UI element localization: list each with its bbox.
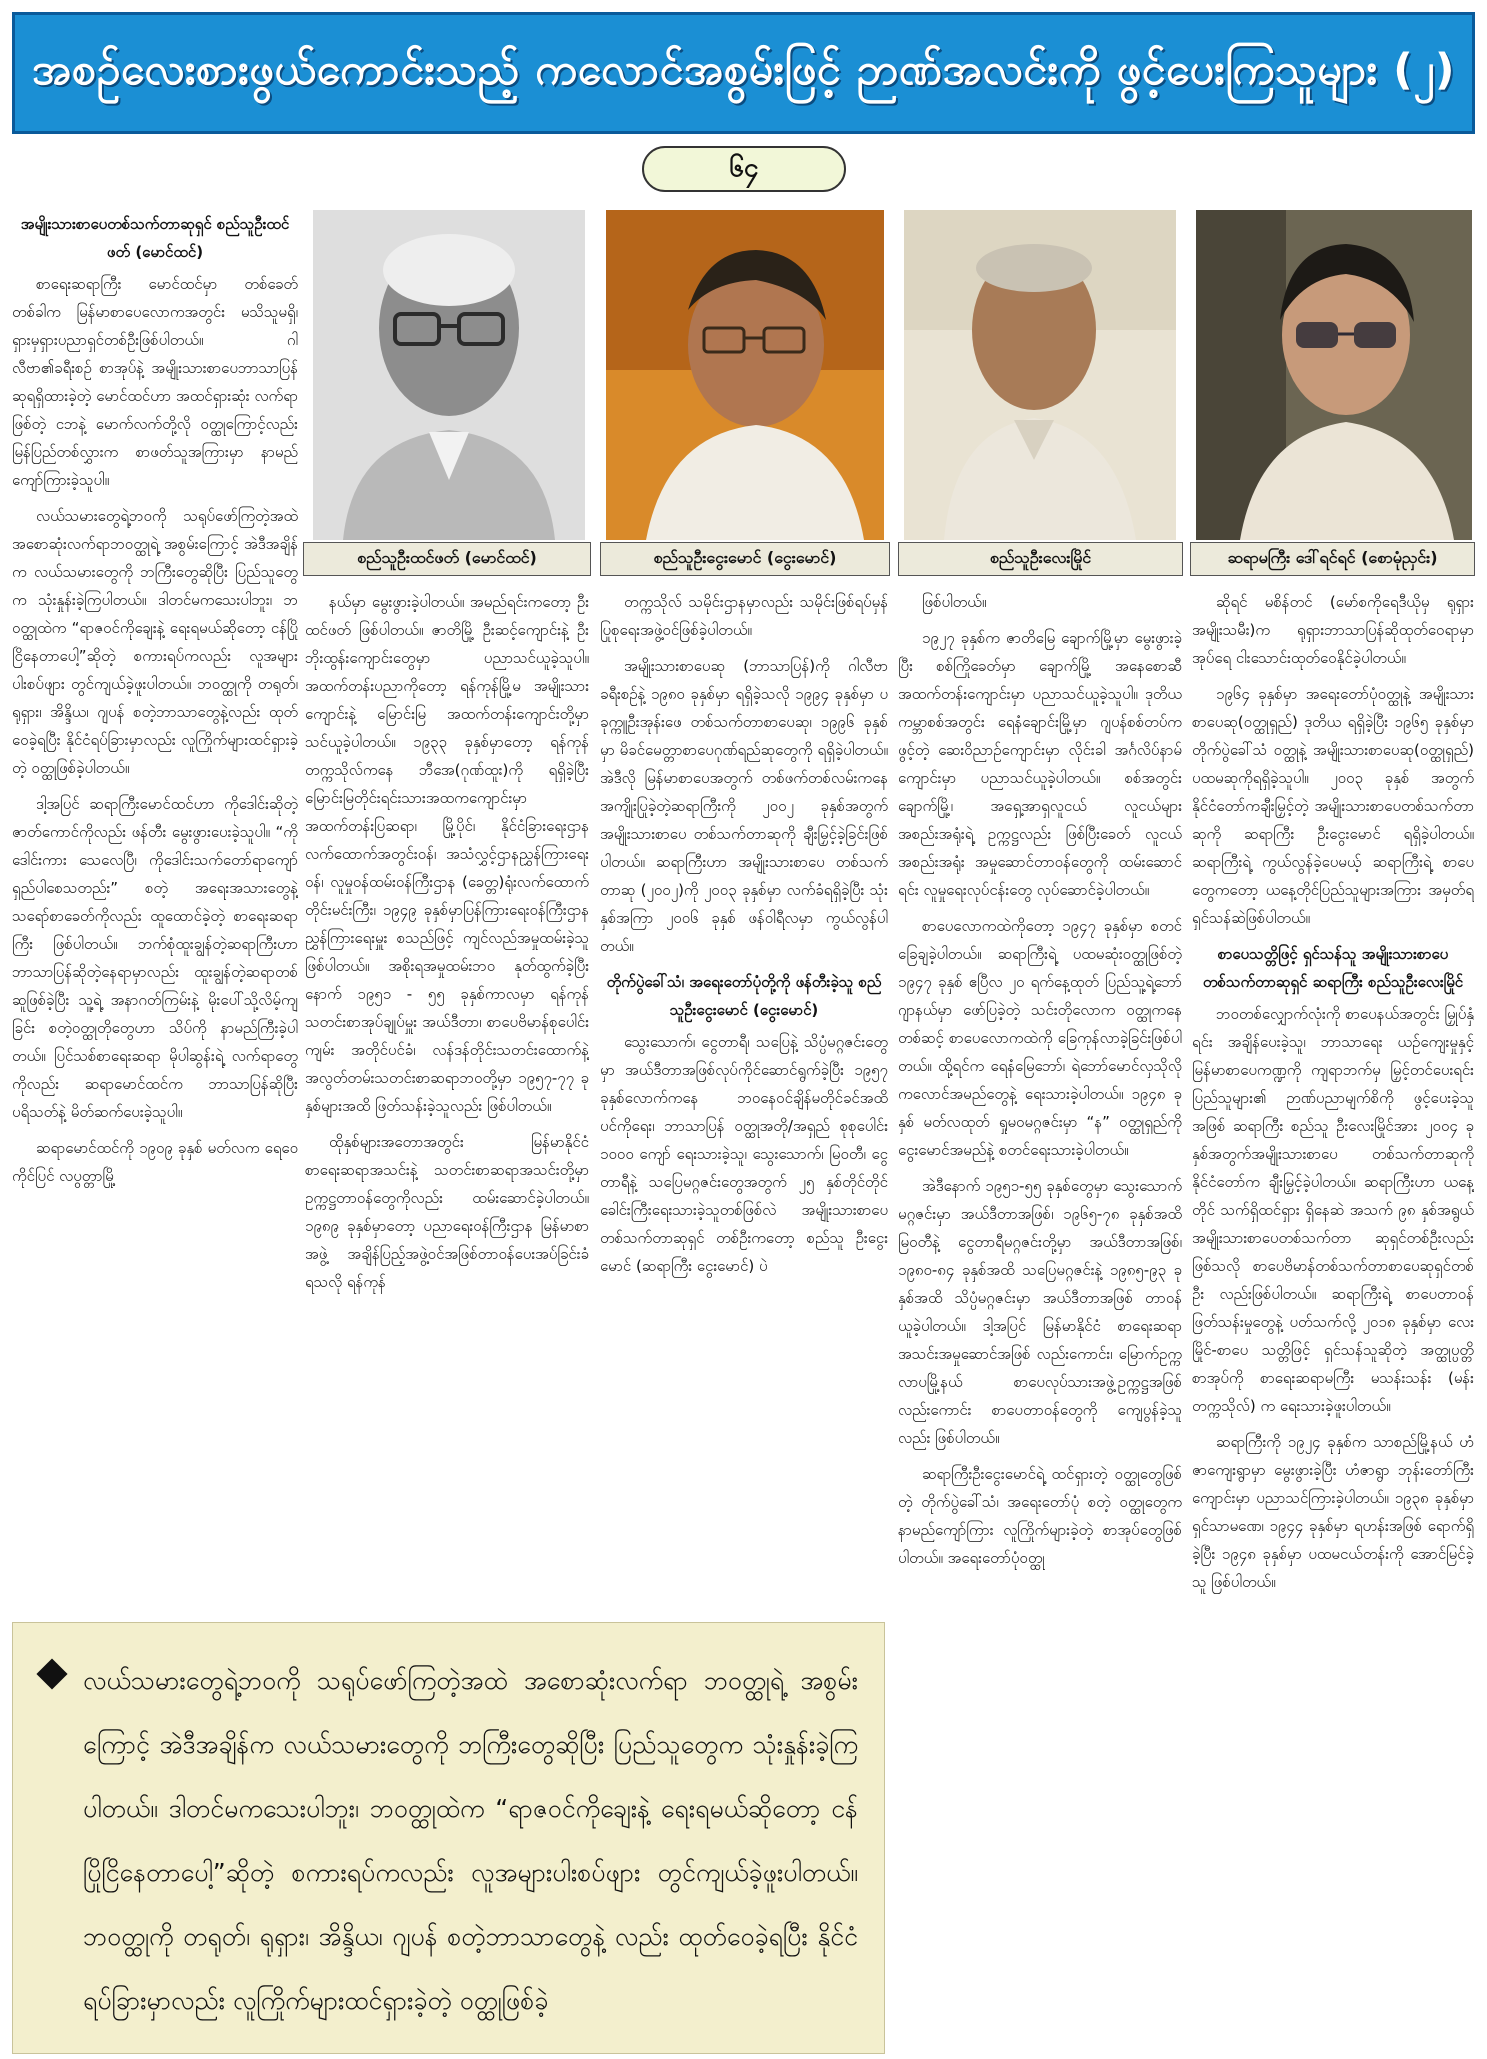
portrait-photo-maung-htin [313, 210, 585, 540]
paragraph: ၁၉၂၇ ခုနှစ်က ဇာတိမြေ ချောက်မြို့မှာ မွေးဖွားခဲ့ပြီး စစ်ကြိုခေတ်မှာ ချောက်မြို့ အနေစောဆီအထက်တန်းကျောင်းမှာ ပညာသင်ယူခဲ့သူပါ။ ဒုတိယကမ္ဘာစစ်အတွင်း ရေနံချောင်းမြို့မှာ ဂျပန်စစ်တပ်ကဖွင့်တဲ့ ဆေးဝိညာဉ်ကျောင်းမှာ လိုင်းခါ အင်္ဂလိပ်နာမ်ကျောင်းမှာ ပညာသင်ယူခဲ့ပါတယ်။ စစ်အတွင်း ချောက်မြို့၊ အရှေ့အာရှလူငယ် လူငယ်များအစည်းအရုံးရဲ့ ဥက္ကဋ္ဌလည်း ဖြစ်ပြီးခေတ် လူငယ်အစည်းအရုံး အမှုဆောင်တာဝန်တွေကို ထမ်းဆောင်ရင်း လူမှုရေးလုပ်ငန်းတွေ လုပ်ဆောင်ခဲ့ပါတယ်။ [898, 629, 1182, 899]
photo-caption: စည်သူဦးငွေးမောင် (ငွေးမောင်) [600, 542, 890, 576]
photo-caption: ဆရာမကြီး ဒေါ်ရင်ရင် (စောမုံညှင်း) [1190, 542, 1475, 576]
paragraph: ဘဝတစ်လျှောက်လုံးကို စာပေနယ်အတွင်း မြှုပ်နှံရင်း အချိန်ပေးခဲ့သူ၊ ဘာသာရေး ယဉ်ကျေးမှုနှင့် မြန်မာစာပေကဏ္ဍကို ကျရာဘက်မှ မြှင့်တင်ပေးရင်း ပြည်သူများ၏ ဉာဏ်ပညာမျက်စိကို ဖွင့်ပေးခဲ့သူအဖြစ် ဆရာကြီး စည်သူ ဦးလေးမြိုင်အား ၂၀၀၄ ခုနှစ်အတွက်အမျိုးသားစာပေ တစ်သက်တာဆုကို နိုင်ငံတော်က ချီးမြှင့်ခဲ့ပါတယ်။ ဆရာကြီးဟာ ယနေ့တိုင် သက်ရှိထင်ရှား ရှိနေဆဲ အသက် ၉၈ နှစ်အရွယ် အမျိုးသားစာပေတစ်သက်တာ ဆုရှင်တစ်ဦးလည်းဖြစ်သလို စာပေဗိမာန်တစ်သက်တာစာပေဆုရှင်တစ်ဦး လည်းဖြစ်ပါတယ်။ ဆရာကြီးရဲ့ စာပေတာဝန်ဖြတ်သန်းမှုတွေနဲ့ ပတ်သက်လို့ ၂၀၁၈ ခုနှစ်မှာ လေးမြိုင်-စာပေ သတ္တိဖြင့် ရှင်သန်သူဆိုတဲ့ အတ္ထုပ္ပတ္တိစာအုပ်ကို စာရေးဆရာမကြီး မသန်းသန်း (မန်း တက္ကသိုလ်) က ရေးသားခဲ့ဖူးပါတယ်။ [1192, 1005, 1474, 1415]
section-heading: အမျိုးသားစာပေတစ်သက်တာဆုရှင် စည်သူဦးထင်ဖတ် (မောင်ထင်) [20, 215, 290, 261]
paragraph: သွေးသောက်၊ ငွေတာရီ၊ သပြေနဲ့ သိပ္ပံမဂ္ဂဇင်းတွေမှာ အယ်ဒီတာအဖြစ်လုပ်ကိုင်ဆောင်ရွက်ခဲ့ပြီး ၁၉၅၇ ခုနှစ်လောက်ကနေ ဘဝနေဝင်ချိန်မတိုင်ခင်အထိ ပင်ကိုရေး၊ ဘာသာပြန် ဝတ္ထုအတို/အရှည် စုစုပေါင်း ၁၀၀၀ ကျော် ရေးသားခဲ့သူ၊ သွေးသောက်၊ မြဝတီ၊ ငွေတာရီနဲ့ သပြေမဂ္ဂဇင်းတွေအတွက် ၂၅ နှစ်တိုင်တိုင် ခေါင်းကြီးရေးသားခဲ့သူတစ်ဖြစ်လဲ အမျိုးသားစာပေ တစ်သက်တာဆုရှင် တစ်ဦးကတော့ စည်သူ ဦးငွေးမောင် (ဆရာကြီး ငွေးမောင်) ပဲ [600, 1033, 888, 1275]
paragraph: လယ်သမားတွေရဲ့ဘဝကို သရုပ်ဖော်ကြတဲ့အထဲ အစောဆုံးလက်ရာဘဝတ္ထုရဲ့ အစွမ်းကြောင့် အဲဒီအချိန်က လယ်သမားတွေကို ဘကြီးတွေဆိုပြီး ပြည်သူတွေက သုံးနှုန်းခဲ့ကြပါတယ်။ ဒါတင်မကသေးပါဘူး၊ ဘဝတ္ထုထဲက “ရာဇဝင်ကိုချေးနဲ့ ရေးရမယ်ဆိုတော့ ငန်ပြိုငြိနေတာပေါ့”ဆိုတဲ့ စကားရပ်ကလည်း လူအများပါးစပ်ဖျား တွင်ကျယ်ခဲ့ဖူးပါတယ်။ ဘဝတ္ထုကို တရုတ်၊ ရုရှား၊ အိန္ဒိယ၊ ဂျပန် စတဲ့ဘာသာတွေနဲ့လည်း ထုတ်ဝေခဲ့ရပြီး နိုင်ငံရပ်ခြားမှာလည်း လူကြိုက်များထင်ရှားခဲ့တဲ့ ဝတ္ထုဖြစ်ခဲ့ပါတယ်။ [12, 507, 298, 777]
paragraph: ဒါ့အပြင် ဆရာကြီးမောင်ထင်ဟာ ကိုဒေါင်းဆိုတဲ့ ဇာတ်ကောင်ကိုလည်း ဖန်တီး မွေးဖွားပေးခဲ့သူပါ။ “ကိုဒေါင်းကား သေလေပြီ၊ ကိုဒေါင်းသက်တော်ရာကျော်ရှည်ပါစေသတည်း” စတဲ့ အရေးအသားတွေနဲ့ သရော်စာခေတ်ကိုလည်း ထူထောင်ခဲ့တဲ့ စာရေးဆရာကြီး ဖြစ်ပါတယ်။ ဘက်စုံထူးချွန်တဲ့ဆရာကြီးဟာ ဘာသာပြန်ဆိုတဲ့နေရာမှာလည်း ထူးချွန်တဲ့ဆရာတစ်ဆူဖြစ်ခဲ့ပြီး သူ့ရဲ့ အနာဂတ်ကြမ်းနဲ့ မိုးပေါ်သို့လိမ့်ကျခြင်း စတဲ့ဝတ္ထုတိုတွေဟာ သိပ်ကို နာမည်ကြီးခဲ့ပါတယ်။ ပြင်သစ်စာရေးဆရာ မိုပါဆွန်းရဲ့ လက်ရာတွေကိုလည်း ဆရာမောင်ထင်က ဘာသာပြန်ဆိုပြီး ပရိသတ်နဲ့ မိတ်ဆက်ပေးခဲ့သူပါ။ [12, 795, 298, 1121]
paragraph: ဆရာကြီးကို ၁၉၂၄ ခုနှစ်က သာစည်မြို့နယ် ဟံဇာကျေးရွာမှာ မွေးဖွားခဲ့ပြီး ဟံဇာရွာ ဘုန်းတော်ကြီးကျောင်းမှာ ပညာသင်ကြားခဲ့ပါတယ်။ ၁၉၃၈ ခုနှစ်မှာ ရှင်သာမဏေ၊ ၁၉၄၄ ခုနှစ်မှာ ရဟန်းအဖြစ် ရောက်ရှိခဲ့ပြီး ၁၉၄၈ ခုနှစ်မှာ ပထမငယ်တန်းကို အောင်မြင်ခဲ့သူ ဖြစ်ပါတယ်။ [1192, 1433, 1474, 1591]
portrait-image [313, 210, 585, 540]
paragraph: ဖြစ်ပါတယ်။ [922, 593, 987, 611]
article-column-2 [305, 588, 589, 1608]
paragraph: စာပေလောကထဲကိုတော့ ၁၉၄၇ ခုနှစ်မှာ စတင်ခြေချခဲ့ပါတယ်။ ဆရာကြီးရဲ့ ပထမဆုံးဝတ္ထုဖြစ်တဲ့ ၁၉၄၇ ခုနှစ် ဧပြီလ ၂၀ ရက်နေ့ထုတ် ပြည်သူ့ရဲ့ဘော်ဂျာနယ်မှာ ဖော်ပြခဲ့တဲ့ သင်းတိုလောက ဝတ္ထုကနေတစ်ဆင့် စာပေလောကထဲကို ခြေကုန်လာခဲ့ခြင်းဖြစ်ပါတယ်။ ထို့ရင်က ရေနံမြေဘော်၊ ရဲဘော်မောင်လှသိုလို ကလောင်အမည်တွေနဲ့ ရေးသားခဲ့ပါတယ်။ ၁၉၄၈ ခုနှစ် မတ်လထုတ် ရှုမဝမဂ္ဂဇင်းမှာ “န” ဝတ္ထုရှည်ကို ငွေးမောင်အမည်နဲ့ စတင်ရေးသားခဲ့ပါတယ်။ [898, 917, 1182, 1159]
paragraph: ဆရာမောင်ထင်ကို ၁၉၀၉ ခုနှစ် မတ်လက ရေဝေကိုင်ပြင် လပွတ္တာမြို့ [12, 1139, 298, 1185]
paragraph: စာရေးဆရာကြီး မောင်ထင်မှာ တစ်ခေတ်တစ်ခါက မြန်မာစာပေလောကအတွင်း မသိသူမရှိ၊ ရှားမှရှားပညာရှင်တစ်ဦးဖြစ်ပါတယ်။ ဂါလီဗာ၏ခရီးစဉ် စာအုပ်နဲ့ အမျိုးသားစာပေဘာသာပြန်ဆုရရှိထားခဲ့တဲ့ မောင်ထင်ဟာ အထင်ရှားဆုံး လက်ရာဖြစ်တဲ့ ငဘနဲ့ မောက်လက်တို့လို ဝတ္ထုကြောင့်လည်း မြန်ပြည်တစ်လွှားက စာဖတ်သူအကြားမှာ နာမည်ကျော်ကြားခဲ့သူပါ။ [12, 275, 298, 489]
portrait-image [606, 210, 884, 540]
photo-caption: စည်သူဦးထင်ဖတ် (မောင်ထင်) [303, 542, 591, 576]
paragraph: ဆိုရင် မစိန်တင် (မော်စကိုရေဒီယိုမှ ရုရှားအမျိုးသမီး)က ရုရှားဘာသာပြန်ဆိုထုတ်ဝေရာမှာ အုပ်ရေ ငါးသောင်းထုတ်ဝေနိုင်ခဲ့ပါတယ်။ [1192, 593, 1474, 667]
portrait-photo-saw-mon-nyin [1196, 210, 1472, 540]
paragraph: တက္ကသိုလ် သမိုင်းဌာနမှာလည်း သမိုင်းဖြစ်ရပ်မှန် ပြုစုရေးအဖွဲ့ဝင်ဖြစ်ခဲ့ပါတယ်။ [600, 593, 888, 639]
section-badge: ၆၄ [642, 146, 846, 192]
section-heading: စာပေသတ္တိဖြင့် ရှင်သန်သူ အမျိုးသားစာပေတစ်သက်တာဆုရှင် ဆရာကြီး စည်သူဦးလေးမြိုင် [1202, 945, 1464, 991]
portrait-photo-lay-myaing [904, 210, 1176, 540]
diamond-bullet-icon [36, 1658, 67, 1689]
pull-quote-box [12, 1622, 885, 2054]
article-column-5 [1192, 588, 1474, 2048]
portrait-image [904, 210, 1176, 540]
article-column-4 [898, 588, 1182, 2048]
paragraph: အဲဒီနောက် ၁၉၅၁-၅၅ ခုနှစ်တွေမှာ သွေးသောက်မဂ္ဂဇင်းမှာ အယ်ဒီတာအဖြစ်၊ ၁၉၆၅-၇၈ ခုနှစ်အထိ မြဝတီနဲ့ ငွေတာရီမဂ္ဂဇင်းတို့မှာ အယ်ဒီတာအဖြစ်၊ ၁၉၈၀-၈၄ ခုနှစ်အထိ သပြေမဂ္ဂဇင်းနဲ့ ၁၉၈၅-၉၃ ခုနှစ်အထိ သိပ္ပံမဂ္ဂဇင်းမှာ အယ်ဒီတာအဖြစ် တာဝန်ယူခဲ့ပါတယ်။ ဒါ့အပြင် မြန်မာနိုင်ငံ စာရေးဆရာအသင်းအမှုဆောင်အဖြစ် လည်းကောင်း၊ မြောက်ဥက္ကလာပမြို့နယ် စာပေလုပ်သားအဖွဲ့ဥက္ကဋ္ဌအဖြစ်လည်းကောင်း စာပေတာဝန်တွေကို ကျေပွန်ခဲ့သူလည်း ဖြစ်ပါတယ်။ [898, 1177, 1182, 1447]
paragraph: ထိုနှစ်များအတောအတွင်း မြန်မာနိုင်ငံ စာရေးဆရာအသင်းနဲ့ သတင်းစာဆရာအသင်းတို့မှာ ဥက္ကဋ္ဌတာဝန်တွေကိုလည်း ထမ်းဆောင်ခဲ့ပါတယ်။ ၁၉၈၉ ခုနှစ်မှာတော့ ပညာရေးဝန်ကြီးဌာန မြန်မာစာအဖွဲ့ အချိန်ပြည့်အဖွဲ့ဝင်အဖြစ်တာဝန်ပေးအပ်ခြင်းခံရသလို ရန်ကုန် [305, 1133, 589, 1291]
page-title: အစဉ်လေးစားဖွယ်ကောင်းသည့် ကလောင်အစွမ်းဖြင့် ဉာဏ်အလင်းကို ဖွင့်ပေးကြသူများ (၂) [31, 44, 1456, 95]
section-heading: တိုက်ပွဲခေါ်သံ၊ အရေးတော်ပုံတို့ကို ဖန်တီးခဲ့သူ စည်သူဦးငွေးမောင် (ငွေးမောင်) [606, 973, 882, 1019]
title-banner [12, 12, 1475, 134]
photo-caption: စည်သူဦးလေးမြိုင် [898, 542, 1183, 576]
portrait-image [1196, 210, 1472, 540]
article-column-3 [600, 588, 888, 1608]
portrait-photo-nwe-maung [606, 210, 884, 540]
paragraph: အမျိုးသားစာပေဆု (ဘာသာပြန်)ကို ဂါလီဗာခရီးစဉ်နဲ့ ၁၉၈၀ ခုနှစ်မှာ ရရှိခဲ့သလို ၁၉၉၄ ခုနှစ်မှာ ပခုက္ကူဦးအုန်းဖေ တစ်သက်တာစာပေဆု၊ ၁၉၉၆ ခုနှစ်မှာ မိခင်မေတ္တာစာပေဂုဏ်ရည်ဆုတွေကို ရရှိခဲ့ပါတယ်။ အဲဒီလို မြန်မာစာပေအတွက် တစ်ဖက်တစ်လမ်းကနေ အကျိုးပြုခဲ့တဲ့ဆရာကြီးကို ၂၀၀၂ ခုနှစ်အတွက် အမျိုးသားစာပေ တစ်သက်တာဆုကို ချီးမြှင့်ခဲ့ခြင်းဖြစ်ပါတယ်။ ဆရာကြီးဟာ အမျိုးသားစာပေ တစ်သက်တာဆု (၂၀၀၂)ကို ၂၀၀၃ ခုနှစ်မှာ လက်ခံရရှိခဲ့ပြီး သုံးနှစ်အကြာ ၂၀၀၆ ခုနှစ် ဖန်ဝါရီလမှာ ကွယ်လွန်ပါတယ်။ [600, 657, 888, 955]
article-column-1 [12, 210, 298, 1830]
pull-quote-text: လယ်သမားတွေရဲ့ဘဝကို သရုပ်ဖော်ကြတဲ့အထဲ အစောဆုံးလက်ရာ ဘဝတ္ထုရဲ့ အစွမ်းကြောင့် အဲဒီအချိန်က လယ်သမားတွေကို ဘကြီးတွေဆိုပြီး ပြည်သူတွေက သုံးနှုန်းခဲ့ကြပါတယ်။ ဒါတင်မကသေးပါဘူး၊ ဘဝတ္ထုထဲက “ရာဇဝင်ကိုချေးနဲ့ ရေးရမယ်ဆိုတော့ ငန်ပြိုငြိနေတာပေါ့”ဆိုတဲ့ စကားရပ်ကလည်း လူအများပါးစပ်ဖျား တွင်ကျယ်ခဲ့ဖူးပါတယ်။ ဘဝတ္ထုကို တရုတ်၊ ရုရှား၊ အိန္ဒိယ၊ ဂျပန် စတဲ့ဘာသာတွေနဲ့ လည်း ထုတ်ဝေခဲ့ရပြီး နိုင်ငံရပ်ခြားမှာလည်း လူကြိုက်များထင်ရှားခဲ့တဲ့ ဝတ္ထုဖြစ်ခဲ့ [83, 1666, 858, 2015]
paragraph: ဆရာကြီးဦးငွေးမောင်ရဲ့ ထင်ရှားတဲ့ ဝတ္ထုတွေဖြစ်တဲ့ တိုက်ပွဲခေါ်သံ၊ အရေးတော်ပုံ စတဲ့ ဝတ္ထုတွေက နာမည်ကျော်ကြား လူကြိုက်များခဲ့တဲ့ စာအုပ်တွေဖြစ်ပါတယ်။ အရေးတော်ပုံဝတ္ထု [898, 1465, 1182, 1567]
paragraph: နယ်မှာ မွေးဖွားခဲ့ပါတယ်။ အမည်ရင်းကတော့ ဦးထင်ဖတ် ဖြစ်ပါတယ်။ ဇာတိမြို့ ဦးဆင့်ကျောင်းနဲ့ ဦးဘိုးထွန်းကျောင်းတွေမှာ ပညာသင်ယူခဲ့သူပါ။ အထက်တန်းပညာကိုတော့ ရန်ကုန်မြို့မ အမျိုးသားကျောင်းနဲ့ မြောင်းမြ အထက်တန်းကျောင်းတို့မှာ သင်ယူခဲ့ပါတယ်။ ၁၉၃၃ ခုနှစ်မှာတော့ ရန်ကုန်တက္ကသိုလ်ကနေ ဘီအေ(ဂုဏ်ထူး)ကို ရရှိခဲ့ပြီး မြောင်းမြတိုင်းရင်းသားအထကကျောင်းမှာ အထက်တန်းပြဆရာ၊ မြို့ပိုင်၊ နိုင်ငံခြားရေးဌာနလက်ထောက်အတွင်းဝန်၊ အသံလွှင့်ဌာနညွှန်ကြားရေးဝန်၊ လူမှုဝန်ထမ်းဝန်ကြီးဌာန (ခေတ္တ)ရုံးလက်ထောက်တိုင်းမင်းကြီး၊ ၁၉၄၉ ခုနှစ်မှာပြန်ကြားရေးဝန်ကြီးဌာန ညွှန်ကြားရေးမှူး စသည်ဖြင့် ကျင်လည်အမှုထမ်းခဲ့သူဖြစ်ပါတယ်။ အစိုးရအမှုထမ်းဘဝ နုတ်ထွက်ခဲ့ပြီးနောက် ၁၉၅၁ - ၅၅ ခုနှစ်ကာလမှာ ရန်ကုန်သတင်းစာအုပ်ချုပ်မှူး အယ်ဒီတာ၊ စာပေဗိမာန်စုပေါင်းကျမ်း အတိုင်ပင်ခံ၊ လန်ဒန်တိုင်းသတင်းထောက်နဲ့ အလွတ်တမ်းသတင်းစာဆရာဘဝတို့မှာ ၁၉၅၇-၇၇ ခုနှစ်များအထိ ဖြတ်သန်းခဲ့သူလည်း ဖြစ်ပါတယ်။ [305, 593, 589, 1115]
paragraph: ၁၉၆၄ ခုနှစ်မှာ အရေးတော်ပုံဝတ္ထုနဲ့ အမျိုးသားစာပေဆု(ဝတ္ထုရှည်) ဒုတိယ ရရှိခဲ့ပြီး ၁၉၆၅ ခုနှစ်မှာ တိုက်ပွဲခေါ်သံ ဝတ္ထုနဲ့ အမျိုးသားစာပေဆု(ဝတ္ထုရှည်) ပထမဆုကိုရရှိခဲ့သူပါ။ ၂၀၀၃ ခုနှစ် အတွက် နိုင်ငံတော်ကချီးမြှင့်တဲ့ အမျိုးသားစာပေတစ်သက်တာဆုကို ဆရာကြီး ဦးငွေးမောင် ရရှိခဲ့ပါတယ်။ ဆရာကြီးရဲ့ ကွယ်လွန်ခဲ့ပေမယ့် ဆရာကြီးရဲ့ စာပေတွေကတော့ ယနေ့တိုင်ပြည်သူများအကြား အမှတ်ရ ရှင်သန်ဆဲဖြစ်ပါတယ်။ [1192, 685, 1474, 927]
